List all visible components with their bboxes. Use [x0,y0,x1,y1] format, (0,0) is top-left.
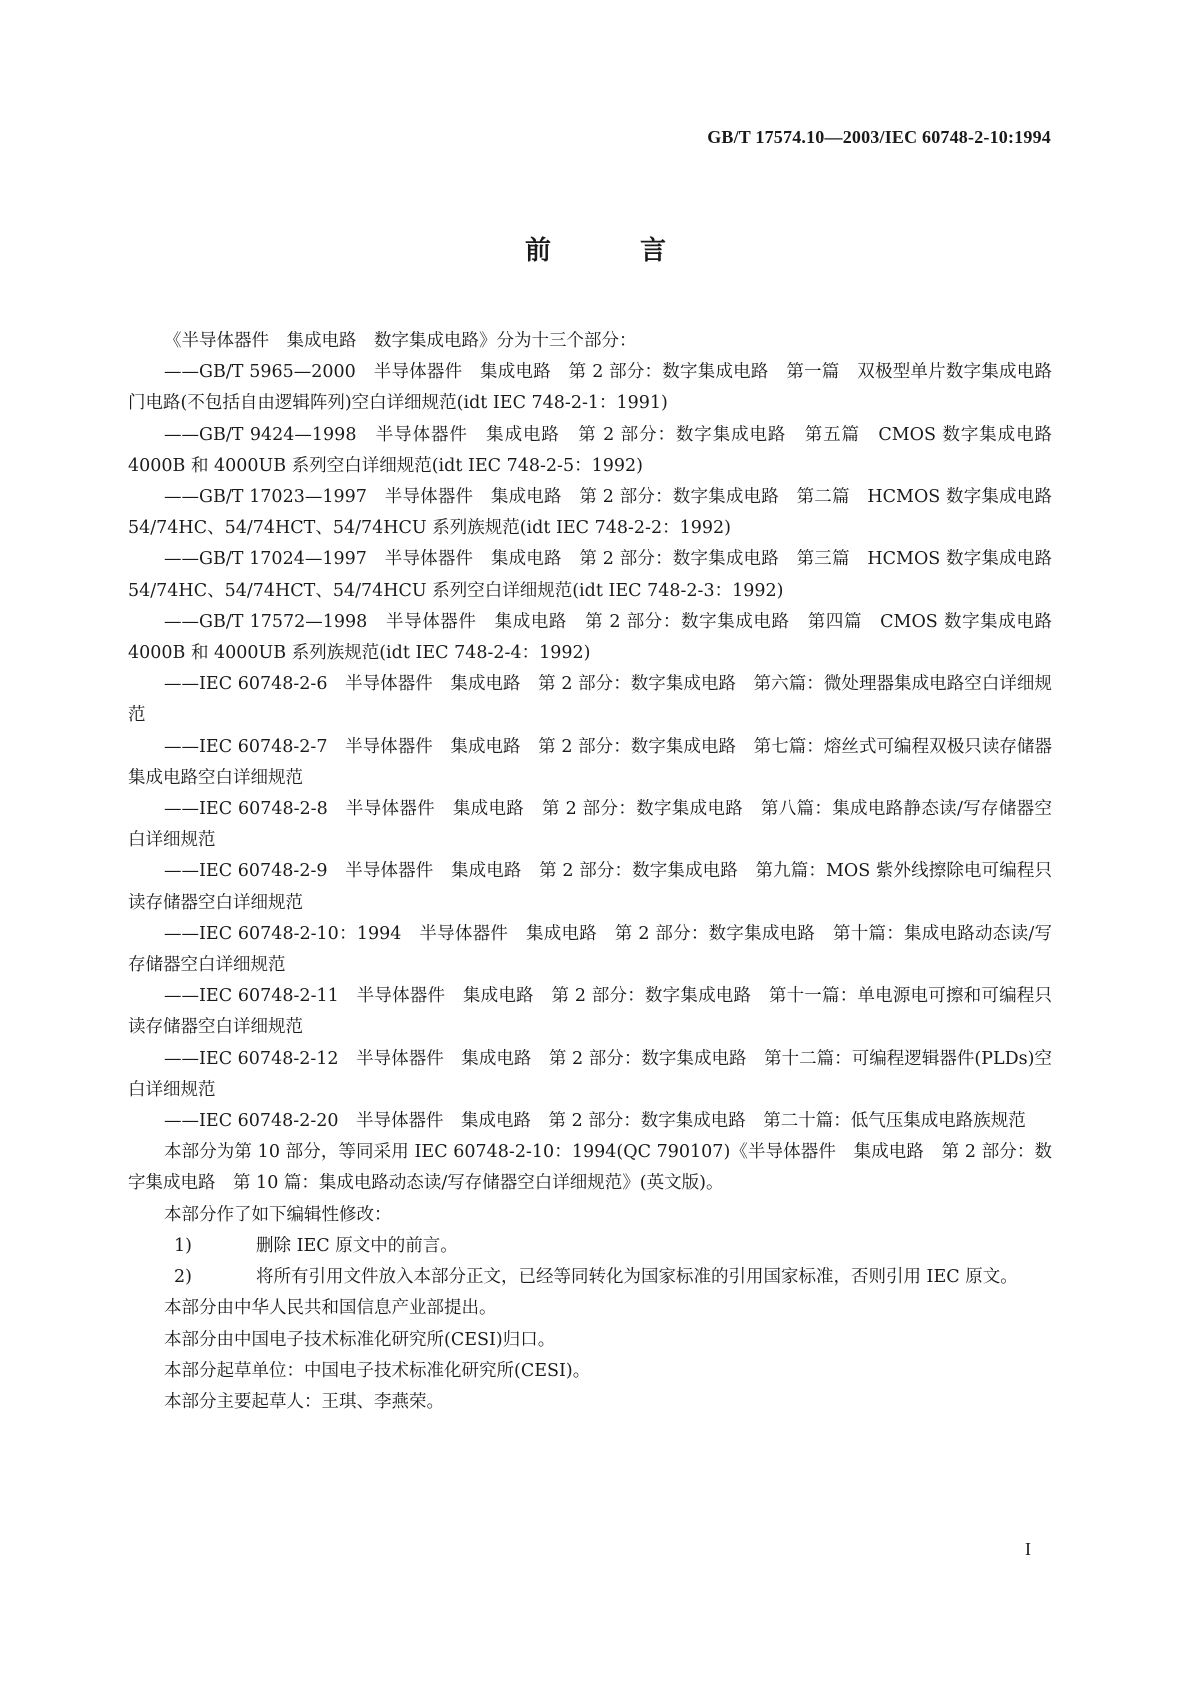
list-item: ——IEC 60748-2-8 半导体器件 集成电路 第 2 部分：数字集成电路 第八篇：集成电路静态读/写存储器空白详细规范 [128,799,1052,851]
page-number: I [1025,1539,1031,1559]
parts-list [128,357,1070,1137]
edits-list [128,1231,1052,1293]
adoption-paragraph: 本部分为第 10 部分，等同采用 IEC 60748-2-10：1994(QC 790107)《半导体器件 集成电路 第 2 部分：数字集成电路 第 10 篇：集成电路动态读/写存储器空白详细规范》(英文版)。 [128,1142,1052,1194]
list-item: ——IEC 60748-2-20 半导体器件 集成电路 第 2 部分：数字集成电路 第二十篇：低气压集成电路族规范 [164,1111,1026,1132]
list-item: ——GB/T 17572—1998 半导体器件 集成电路 第 2 部分：数字集成电路 第四篇 CMOS 数字集成电路 4000B 和 4000UB 系列族规范(idt IEC 748-2-4：1992) [128,611,1070,664]
drafting-unit-paragraph: 本部分起草单位：中国电子技术标准化研究所(CESI)。 [164,1360,591,1381]
list-item [128,1262,1052,1293]
centralized-paragraph: 本部分由中国电子技术标准化研究所(CESI)归口。 [164,1329,556,1350]
list-item: ——IEC 60748-2-10：1994 半导体器件 集成电路 第 2 部分：数字集成电路 第十篇：集成电路动态读/写存储器空白详细规范 [128,923,1052,976]
edits-intro: 本部分作了如下编辑性修改： [164,1204,392,1225]
intro-paragraph: 《半导体器件 集成电路 数字集成电路》分为十三个部分： [164,331,637,351]
item-text: 将所有引用文件放入本部分正文，已经等同转化为国家标准的引用国家标准，否则引用 IEC 原文。 [256,1267,1018,1288]
foreword-body [128,326,1070,1418]
list-item [128,1231,1052,1262]
standard-number: GB/T 17574.10—2003/IEC 60748-2-10:1994 [707,127,1051,147]
list-item: ——GB/T 9424—1998 半导体器件 集成电路 第 2 部分：数字集成电路 第五篇 CMOS 数字集成电路 4000B 和 4000UB 系列空白详细规范(idt IEC 748-2-5：1992) [128,424,1052,476]
drafters-paragraph: 本部分主要起草人：王琪、李燕荣。 [164,1391,444,1412]
list-item: ——GB/T 17024—1997 半导体器件 集成电路 第 2 部分：数字集成电路 第三篇 HCMOS 数字集成电路 54/74HC、54/74HCT、54/74HCU 系列空白详细规范(idt IEC 748-2-3：1992) [128,549,1052,601]
list-item: ——GB/T 17023—1997 半导体器件 集成电路 第 2 部分：数字集成电路 第二篇 HCMOS 数字集成电路 54/74HC、54/74HCT、54/74HCU 系列族规范(idt IEC 748-2-2：1992) [128,487,1052,539]
list-item: ——IEC 60748-2-12 半导体器件 集成电路 第 2 部分：数字集成电路 第十二篇：可编程逻辑器件(PLDs)空白详细规范 [128,1048,1052,1100]
item-text: 删除 IEC 原文中的前言。 [256,1235,458,1256]
list-item: ——IEC 60748-2-9 半导体器件 集成电路 第 2 部分：数字集成电路 第九篇：MOS 紫外线擦除电可编程只读存储器空白详细规范 [128,861,1052,913]
list-item: ——IEC 60748-2-6 半导体器件 集成电路 第 2 部分：数字集成电路 第六篇：微处理器集成电路空白详细规范 [128,674,1052,726]
list-item: ——IEC 60748-2-11 半导体器件 集成电路 第 2 部分：数字集成电路 第十一篇：单电源电可擦和可编程只读存储器空白详细规范 [128,986,1052,1038]
page-title: 前 言 [524,236,707,266]
item-number: 1) [174,1235,192,1256]
list-item: ——GB/T 5965—2000 半导体器件 集成电路 第 2 部分：数字集成电路 第一篇 双极型单片数字集成电路门电路(不包括自由逻辑阵列)空白详细规范(idt IEC 748-2-1：1991) [128,362,1052,414]
proposer-paragraph: 本部分由中华人民共和国信息产业部提出。 [164,1298,497,1319]
list-item: ——IEC 60748-2-7 半导体器件 集成电路 第 2 部分：数字集成电路 第七篇：熔丝式可编程双极只读存储器集成电路空白详细规范 [128,736,1052,788]
item-number: 2) [174,1267,192,1288]
